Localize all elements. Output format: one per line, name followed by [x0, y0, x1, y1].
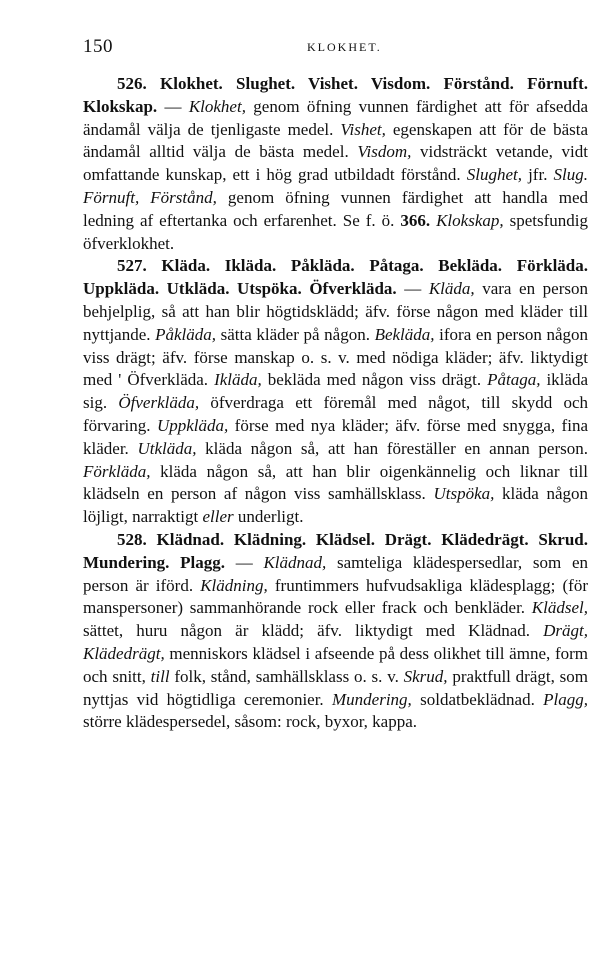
definition-text: soldatbeklädnad.: [411, 689, 544, 709]
italic-term: Mundering,: [332, 689, 412, 709]
italic-term: Ikläda,: [214, 370, 262, 390]
definition-text: kläda någon så, att han föreställer en annan person.: [196, 438, 588, 458]
entry-body: [83, 97, 588, 253]
entry-527: [83, 255, 588, 529]
definition-text: kläda någon löjligt, narraktigt: [83, 484, 589, 527]
italic-term: Skrud,: [403, 666, 448, 686]
definition-text: genom öfning vunnen färdighet att för afsedda ändamål välja de tjenligaste medel.: [83, 96, 588, 139]
definition-text: sättet, huru någon är klädd; äfv. liktydigt med Klädnad.: [83, 621, 544, 641]
book-page: [83, 36, 588, 734]
italic-term: Utkläda,: [137, 438, 197, 458]
definition-text: vidsträckt vetande, vidt omfattande kunskap, ett i hög grad utbildadt förstånd.: [83, 142, 588, 185]
italic-term: Utspöka,: [433, 484, 495, 504]
italic-term: Klädning,: [200, 575, 268, 595]
definition-text: jfr.: [522, 165, 554, 185]
entry-body: [83, 553, 588, 732]
definition-text: —: [396, 279, 429, 299]
definition-text: sätta kläder på någon.: [216, 324, 375, 344]
italic-term: Uppkläda,: [156, 415, 229, 435]
italic-term: Förkläda,: [83, 461, 151, 481]
definition-text: —: [225, 552, 264, 572]
italic-term: Slug.: [553, 165, 588, 185]
definition-text: —: [157, 96, 189, 116]
entry-528: [83, 529, 588, 734]
italic-term: Klokhet,: [188, 96, 246, 116]
entry-number: 526.: [117, 74, 147, 93]
definition-text: folk, stånd, samhällsklass o. s. v.: [169, 666, 404, 686]
entry-number: 528.: [117, 529, 147, 549]
italic-term: Plagg,: [543, 689, 588, 709]
definition-text: större klädespersedel, såsom: rock, byxor, kappa.: [83, 712, 418, 732]
definition-text: förse med nya kläder; äfv. förse med snygga, fina kläder.: [83, 415, 588, 458]
entry-heading: Kläda. Ikläda. Påkläda. Påtaga. Bekläda. Förkläda. Uppkläda. Utkläda. Utspöka. Öfverkläda.: [83, 256, 589, 299]
definition-text: öfverdraga ett föremål med något, till skydd och förvaring.: [83, 393, 589, 435]
running-title: KLOKHET.: [307, 40, 382, 54]
entry-heading: Klokhet. Slughet. Vishet. Visdom. Förstånd. Förnuft. Klokskap.: [83, 74, 589, 116]
italic-term: Klädnad,: [263, 552, 327, 572]
definition-text: underligt.: [233, 507, 304, 527]
definition-text: egenskapen att för de bästa ändamål alltid välja de bästa medel.: [83, 119, 588, 162]
italic-term: Visdom,: [357, 142, 412, 162]
entry-526: [83, 73, 588, 255]
definition-text: vara en person behjelplig, så att han blir högtidsklädd; äfv. förse någon med kläder till nyttjande.: [83, 279, 588, 344]
page-number: 150: [83, 36, 113, 57]
entry-body: [83, 279, 588, 526]
italic-term: Klokskap,: [436, 210, 504, 230]
italic-term: Slughet,: [466, 165, 523, 185]
italic-term: Påkläda,: [155, 324, 217, 344]
definition-text: bekläda med någon viss drägt.: [261, 370, 488, 390]
definition-text: kläda någon så, att han blir oigenkännelig och liknar till klädseln en person af någon viss samhällsklass.: [83, 461, 588, 504]
italic-term: Klädsel,: [531, 598, 588, 618]
running-head: [83, 36, 588, 64]
italic-term: till: [150, 666, 170, 686]
definition-text: menniskors klädsel i afseende på dess olikhet till ämne, form och snitt,: [83, 643, 588, 686]
italic-term: eller: [202, 507, 234, 527]
definition-text: fruntimmers hufvudsakliga klädesplagg; (för manspersoner) sammanhörande rock eller frack och benkläder.: [83, 575, 588, 618]
italic-term: Förnuft, Förstånd,: [83, 187, 217, 207]
italic-term: Bekläda,: [374, 324, 435, 344]
entries: [83, 73, 588, 734]
definition-text: spetsfundig öfverklokhet.: [83, 210, 588, 253]
definition-text: genom öfning vunnen färdighet att handla med ledning af eftertanka och erfarenhet. Se f. ö.: [83, 187, 588, 230]
italic-term: Drägt, Klädedrägt,: [83, 621, 588, 663]
cross-reference: 366.: [400, 210, 431, 230]
definition-text: ifora en person någon viss drägt; äfv. förse manskap o. s. v. med nödiga kläder; äfv. liktydigt med ' Öfverkläda.: [83, 324, 588, 390]
italic-term: Påtaga,: [487, 370, 541, 390]
definition-text: praktfull drägt, som nyttjas vid högtidliga ceremonier.: [83, 666, 588, 709]
entry-heading: Klädnad. Klädning. Klädsel. Drägt. Klädedrägt. Skrud. Mundering. Plagg.: [83, 529, 588, 572]
italic-term: Kläda,: [428, 279, 475, 299]
entry-number: 527.: [117, 256, 147, 276]
definition-text: samteliga klädespersedlar, som en person är iförd.: [83, 552, 588, 595]
italic-term: Öfverkläda,: [118, 393, 200, 413]
definition-text: ikläda sig.: [83, 370, 588, 413]
italic-term: Vishet,: [340, 119, 386, 139]
